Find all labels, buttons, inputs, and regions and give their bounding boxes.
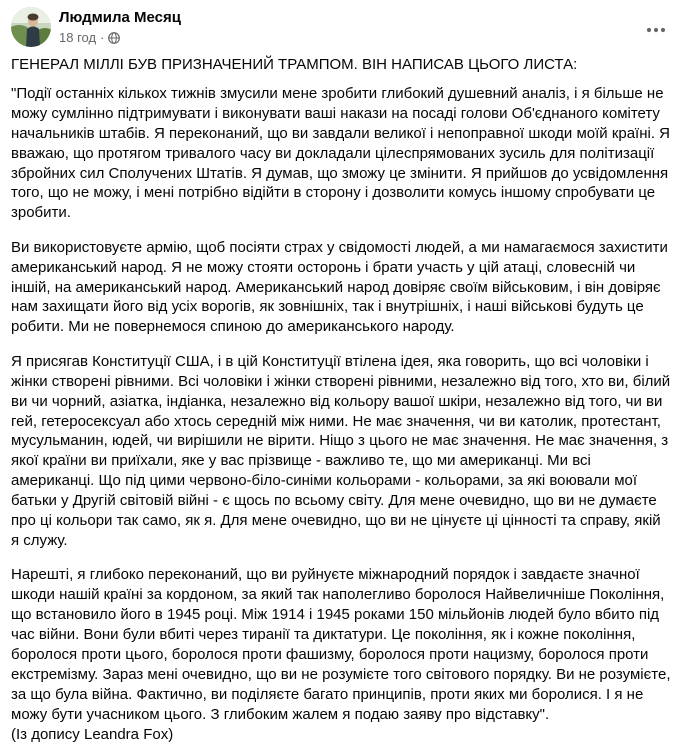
post-paragraph: "Події останніх кількох тижнів змусили мене зробити глибокий душевний аналіз, і я більше не можу сумлінно підтримувати і виконувати ваші накази на посаді голови Об'єднаного комітету начальників штабів. Я переконаний, що ви завдали великої і непоправної шкоди моїй країні. Я вважаю, що протягом тривалого часу ви докладали цілеспрямованих зусиль для політизації збройних сил Сполучених Штатів. Я думав, що зможу це змінити. Я прийшов до усвідомлення того, що не можу, і мені потрібно відійти в сторону і дозволити комусь іншому спробувати це зробити.: [11, 84, 671, 222]
post-header: [11, 7, 674, 51]
post-paragraph: Ви використовуєте армію, щоб посіяти страх у свідомості людей, а ми намагаємося захистити американський народ. Я не можу стояти осторонь і брати участь у цій атаці, словесній чи іншій, на американський народ. Американський народ довіряє своїм військовим, і він довіряє нам захищати його від усіх ворогів, як зовнішніх, так і внутрішніх, і наші військові будуть це робити. Ми не повернемося спиною до американського народу.: [11, 238, 668, 336]
post-paragraph: Я присягав Конституції США, і в цій Конституції втілена ідея, яка говорить, що всі чоловіки і жінки створені рівними. Всі чоловіки і жінки створені рівними, незалежно від того, хто ви, білий ви чи чорний, азіатка, індіанка, незалежно від кольору вашої шкіри, незалежно від того, чи ви гей, гетеросексуал або хтось середній між ними. Не має значення, чи ви католик, протестант, мусульманин, юдей, чи вирішили не вірити. Ніщо з цього не має значення. Не має значення, з якої країни ви приїхали, яке у вас прізвище - важливо те, що ми американці. Ми всі американці. Що під цими червоно-біло-синіми кольорами - кольорами, за які воювали мої батьки у Другій світовій війні - є щось по всьому світу. Для мене очевидно, що ви не думаєте про ці кольори так само, як я. Для мене очевидно, що ви не цінуєте ці цінності та справу, якій я служу.: [11, 352, 671, 549]
globe-icon[interactable]: [108, 32, 120, 44]
more-options-icon: [646, 20, 666, 38]
avatar[interactable]: [11, 7, 51, 47]
post-attribution: (Із допису Leandra Fox): [11, 725, 174, 743]
post-time[interactable]: 18 год: [59, 30, 97, 45]
post-heading: ГЕНЕРАЛ МІЛЛІ БУВ ПРИЗНАЧЕНИЙ ТРАМПОМ. ВІН НАПИСАВ ЦЬОГО ЛИСТА:: [11, 56, 578, 73]
author-name[interactable]: Людмила Месяц: [59, 9, 181, 26]
meta-separator: ·: [100, 30, 105, 45]
more-options-button[interactable]: [638, 11, 674, 47]
post-meta: [59, 30, 120, 45]
post-text: [11, 55, 671, 745]
post-paragraph: Нарешті, я глибоко переконаний, що ви руйнуєте міжнародний порядок і завдаєте значної шкоди нашій країні за кордоном, за який так наполегливо боролося Найвеличніше Покоління, що встановило його в 1945 році. Між 1914 і 1945 роками 150 мільйонів людей було вбито під час війни. Вони були вбиті через тиранії та диктатури. Це покоління, як і кожне покоління, боролося проти цього, боролося проти фашизму, боролося проти нацизму, боролося проти екстремізму. Зараз мені очевидно, що ви не розумієте того світового порядку. Ви не розумієте, за що була війна. Фактично, ви поділяєте багато принципів, проти яких ми боролися. І я не можу бути учасником цього. З глибоким жалем я подаю заяву про відставку".: [11, 566, 671, 723]
